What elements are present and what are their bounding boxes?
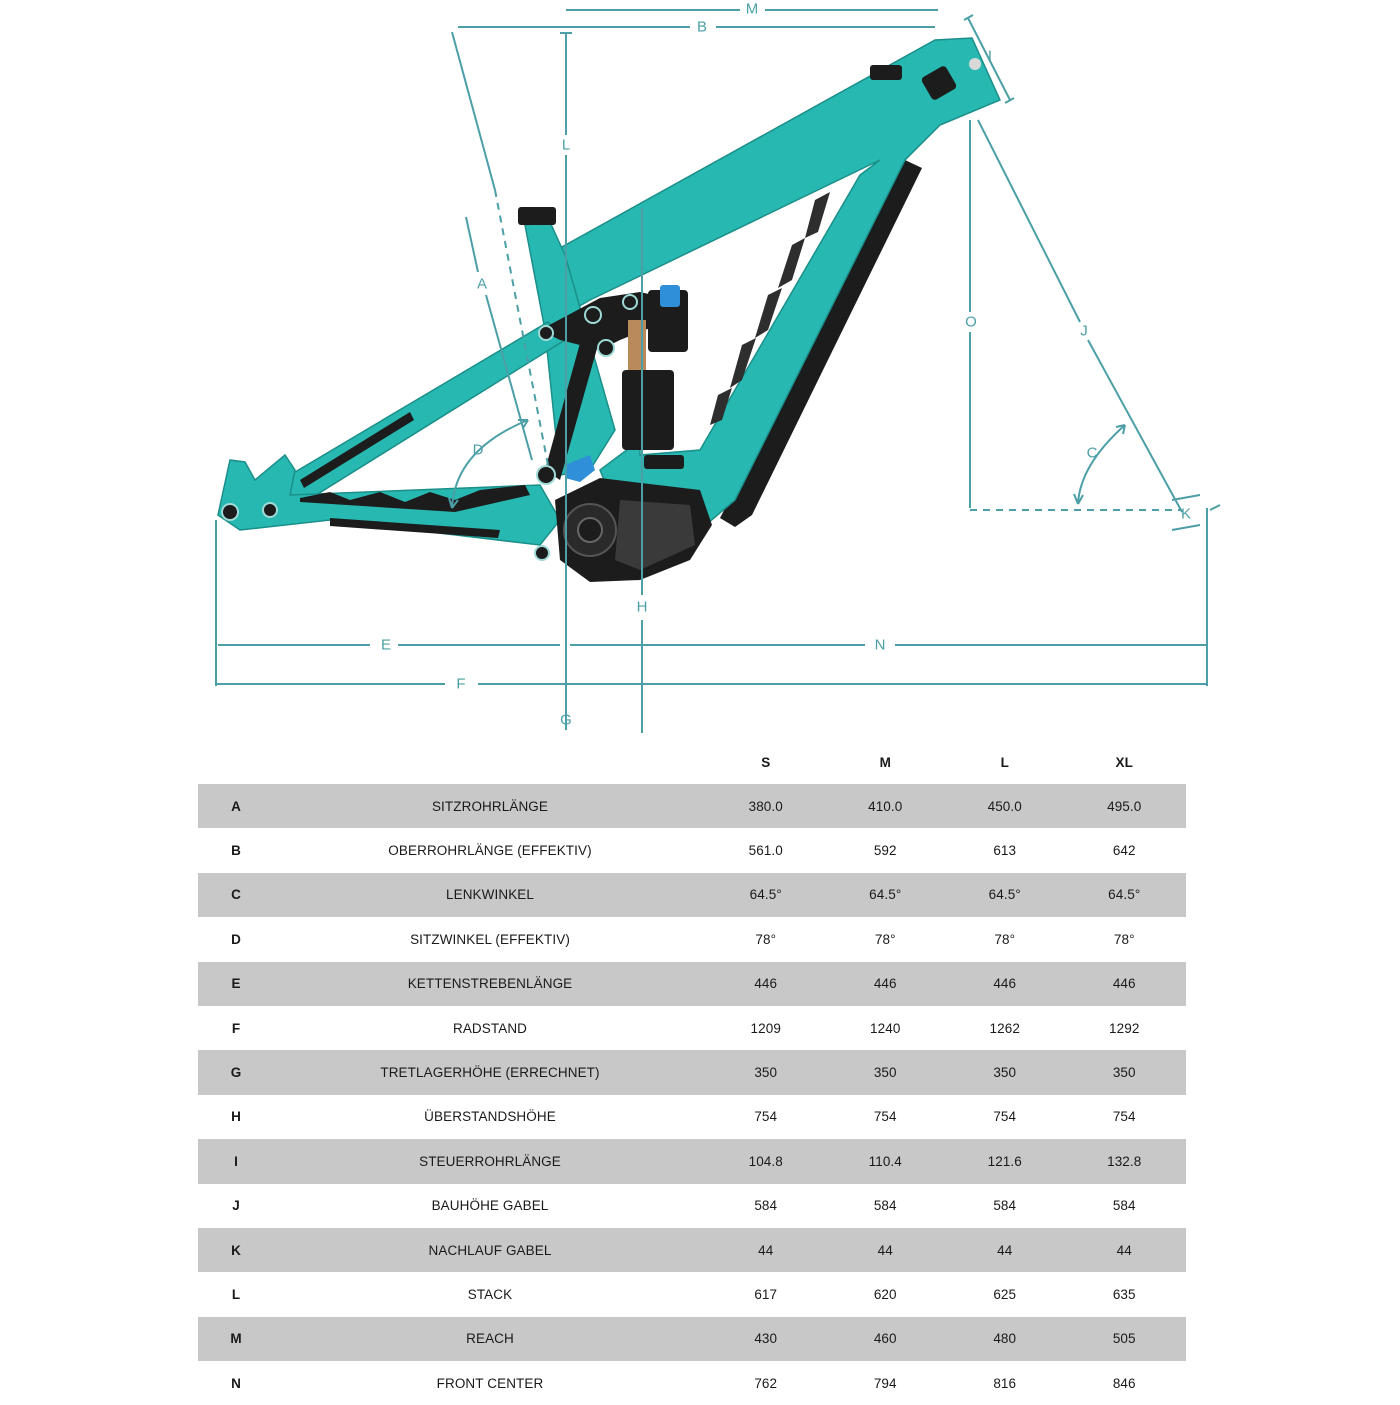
- row-letter: K: [231, 1242, 241, 1258]
- row-value-m: 1240: [870, 1020, 901, 1036]
- row-measurement-name: KETTENSTREBENLÄNGE: [407, 976, 573, 992]
- table-header: [198, 740, 1186, 784]
- row-value-xl: 754: [1112, 1109, 1136, 1125]
- row-value-m: 350: [873, 1065, 897, 1081]
- label-m: M: [745, 0, 759, 18]
- seat-stay: [278, 322, 565, 505]
- row-value-xl: 350: [1112, 1065, 1136, 1081]
- row-value-xl: 846: [1112, 1375, 1136, 1391]
- row-value-m: 410.0: [868, 798, 903, 814]
- row-value-l: 44: [997, 1242, 1013, 1258]
- row-measurement-name: LENKWINKEL: [445, 887, 535, 903]
- label-d: D: [472, 441, 484, 459]
- row-letter: I: [234, 1153, 238, 1169]
- bike-frame: [218, 38, 1000, 545]
- label-a: A: [476, 275, 488, 293]
- size-header-s: S: [761, 754, 771, 770]
- size-header-l: L: [1000, 754, 1009, 770]
- row-value-s: 1209: [750, 1020, 781, 1036]
- row-value-l: 64.5°: [988, 887, 1021, 903]
- row-value-m: 110.4: [868, 1153, 902, 1169]
- row-value-m: 64.5°: [869, 887, 902, 903]
- row-measurement-name: STEUERROHRLÄNGE: [419, 1153, 561, 1169]
- row-value-l: 816: [993, 1375, 1017, 1391]
- row-value-s: 617: [754, 1286, 778, 1302]
- seat-stay-guard: [300, 412, 414, 488]
- row-value-s: 446: [754, 976, 778, 992]
- row-letter: B: [231, 843, 241, 859]
- row-value-l: 350: [993, 1065, 1017, 1081]
- row-measurement-name: FRONT CENTER: [436, 1375, 544, 1391]
- row-letter: C: [231, 887, 241, 903]
- row-value-xl: 505: [1112, 1331, 1136, 1347]
- table-row: [198, 1139, 1186, 1183]
- row-value-s: 104.8: [748, 1153, 783, 1169]
- label-b: B: [696, 18, 708, 36]
- table-row: [198, 828, 1186, 872]
- row-letter: L: [231, 1286, 241, 1302]
- row-letter: D: [231, 931, 241, 947]
- label-n: N: [874, 636, 886, 654]
- row-value-s: 44: [758, 1242, 774, 1258]
- table-row: [198, 1050, 1186, 1094]
- table-row: [198, 873, 1186, 917]
- row-value-m: 584: [873, 1198, 897, 1214]
- label-k: K: [1180, 505, 1192, 523]
- row-value-l: 78°: [994, 931, 1016, 947]
- row-measurement-name: NACHLAUF GABEL: [428, 1242, 552, 1258]
- row-value-m: 446: [873, 976, 897, 992]
- row-letter: G: [230, 1065, 242, 1081]
- row-letter: M: [230, 1331, 242, 1347]
- row-value-l: 613: [993, 843, 1017, 859]
- row-value-xl: 446: [1112, 976, 1136, 992]
- table-row: [198, 784, 1186, 828]
- row-measurement-name: OBERROHRLÄNGE (EFFEKTIV): [388, 843, 592, 859]
- label-i: I: [987, 47, 993, 65]
- row-value-s: 762: [754, 1375, 778, 1391]
- row-measurement-name: STACK: [467, 1286, 513, 1302]
- row-value-l: 450.0: [987, 798, 1022, 814]
- row-value-s: 754: [754, 1109, 778, 1125]
- table-row: [198, 962, 1186, 1006]
- label-h: H: [636, 598, 648, 616]
- row-value-s: 561.0: [748, 843, 783, 859]
- row-measurement-name: BAUHÖHE GABEL: [431, 1198, 549, 1214]
- geometry-table: [198, 740, 1186, 1405]
- row-value-xl: 635: [1112, 1286, 1136, 1302]
- row-value-xl: 78°: [1113, 931, 1135, 947]
- size-header-xl: XL: [1115, 754, 1133, 770]
- row-value-m: 620: [873, 1286, 897, 1302]
- row-measurement-name: SITZWINKEL (EFFEKTIV): [410, 931, 570, 947]
- table-body: [198, 784, 1186, 1405]
- size-header-m: M: [879, 754, 891, 770]
- row-measurement-name: RADSTAND: [452, 1020, 528, 1036]
- row-value-xl: 44: [1116, 1242, 1132, 1258]
- row-value-m: 460: [873, 1331, 897, 1347]
- row-value-m: 754: [873, 1109, 897, 1125]
- table-row: [198, 1228, 1186, 1272]
- row-value-s: 350: [754, 1065, 778, 1081]
- row-letter: H: [231, 1109, 241, 1125]
- row-value-xl: 495.0: [1107, 798, 1142, 814]
- row-value-s: 64.5°: [749, 887, 782, 903]
- table-row: [198, 1272, 1186, 1316]
- row-value-m: 592: [873, 843, 897, 859]
- table-row: [198, 1006, 1186, 1050]
- row-letter: A: [231, 798, 241, 814]
- row-measurement-name: ÜBERSTANDSHÖHE: [424, 1109, 556, 1125]
- label-e: E: [380, 636, 392, 654]
- row-letter: J: [232, 1198, 240, 1214]
- row-measurement-name: SITZROHRLÄNGE: [431, 798, 549, 814]
- row-value-xl: 642: [1112, 843, 1136, 859]
- table-row: [198, 1184, 1186, 1228]
- row-value-l: 1262: [989, 1020, 1020, 1036]
- label-j: J: [1080, 322, 1088, 340]
- row-value-l: 625: [993, 1286, 1017, 1302]
- row-value-xl: 64.5°: [1108, 887, 1141, 903]
- row-value-l: 446: [993, 976, 1017, 992]
- row-letter: N: [231, 1375, 241, 1391]
- row-value-s: 380.0: [748, 798, 783, 814]
- table-row: [198, 1317, 1186, 1361]
- row-value-m: 78°: [874, 931, 896, 947]
- rear-axle-pivot: [222, 504, 238, 520]
- row-value-l: 121.6: [987, 1153, 1022, 1169]
- row-value-xl: 584: [1112, 1198, 1136, 1214]
- row-value-xl: 1292: [1109, 1020, 1140, 1036]
- row-value-xl: 132.8: [1107, 1153, 1142, 1169]
- row-value-l: 584: [993, 1198, 1017, 1214]
- row-value-s: 430: [754, 1331, 778, 1347]
- row-value-s: 584: [754, 1198, 778, 1214]
- table-row: [198, 1095, 1186, 1139]
- row-value-m: 794: [873, 1375, 897, 1391]
- label-f: F: [456, 675, 466, 693]
- row-value-l: 480: [993, 1331, 1017, 1347]
- row-value-m: 44: [877, 1242, 893, 1258]
- label-o: O: [965, 313, 977, 331]
- table-row: [198, 917, 1186, 961]
- row-letter: E: [231, 976, 241, 992]
- label-c: C: [1086, 444, 1098, 462]
- row-measurement-name: TRETLAGERHÖHE (ERRECHNET): [380, 1065, 600, 1081]
- chainstay-pivot: [263, 503, 277, 517]
- row-value-l: 754: [993, 1109, 1017, 1125]
- table-row: [198, 1361, 1186, 1405]
- row-letter: F: [231, 1020, 241, 1036]
- row-value-s: 78°: [755, 931, 777, 947]
- label-l: L: [561, 136, 571, 154]
- row-measurement-name: REACH: [466, 1331, 514, 1347]
- label-g: G: [560, 711, 572, 729]
- seatpost-clamp: [518, 207, 556, 225]
